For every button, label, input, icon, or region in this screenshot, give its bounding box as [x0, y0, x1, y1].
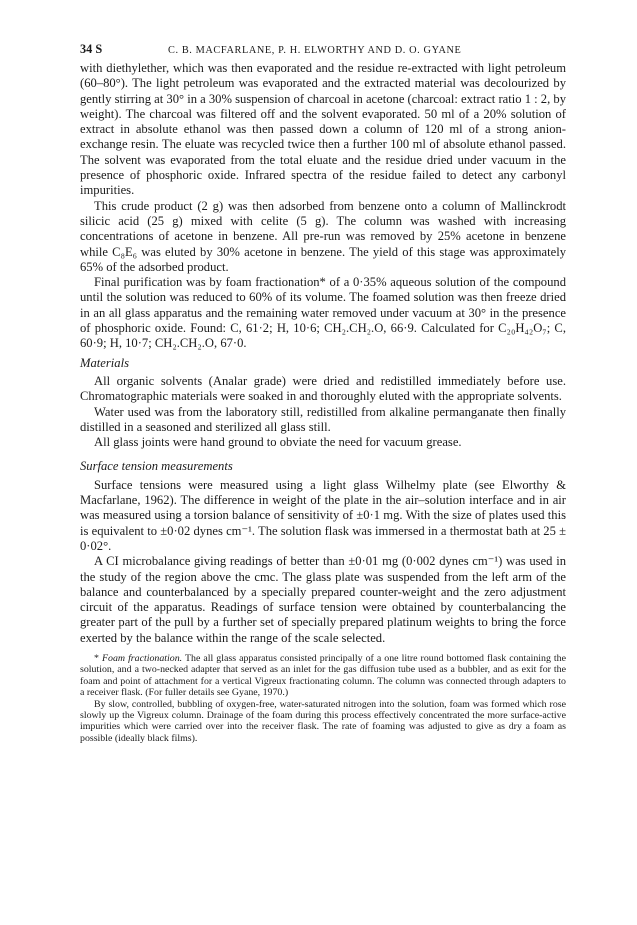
footnote	[80, 653, 566, 744]
body-paragraph: All glass joints were hand ground to obviate the need for vacuum grease.	[94, 435, 462, 450]
footnote-text: The all glass apparatus consisted principally of a one litre round bottomed flask containing the solution, and a two-necked adapter that served as an inlet for the gas diffusion tube used as a bubbler, and as exit for the foam and point of attachment for a vertical Vigreux fractionating column. The column was connected through adapters to a receiver flask. (For fuller details see Gyane, 1970.)	[80, 652, 566, 699]
page-number: 34 S	[80, 42, 103, 56]
body-paragraph: A CI microbalance giving readings of better than ±0·01 mg (0·002 dynes cm⁻¹) was used in the study of the region above the cmc. The glass plate was suspended from the left arm of the balance and counterbalanced by a specially prepared counter-weight and the zero adjustment circuit of the apparatus. Readings of surface tension were obtained by counterbalancing the greater part of the pull by a further set of specially prepared platinum weights to bring the force exerted by the balance within the range of the scale selected.	[80, 554, 566, 645]
footnote-marker: *	[94, 652, 102, 664]
footnote-paragraph	[80, 653, 566, 699]
section-heading-materials: Materials	[80, 355, 129, 370]
page-body	[80, 42, 566, 744]
footnote-paragraph: By slow, controlled, bubbling of oxygen-free, water-saturated nitrogen into the solution, foam was formed which rose slowly up the Vigreux column. Drainage of the foam during this process effectively concentrated the more surface-active impurities which were carried over into the receiver flask. The rate of foaming was adjusted to give as dry a foam as possible (ideally black films).	[80, 698, 566, 744]
body-paragraph: This crude product (2 g) was then adsorbed from benzene onto a column of Mallinckrodt silicic acid (25 g) mixed with celite (5 g). The column was washed with increasing concentrations of acetone in benzene. All pre-run was removed by 25% acetone in benzene while C₈E₆ was eluted by 30% acetone in benzene. The yield of this stage was approximately 65% of the adsorbed product.	[80, 198, 566, 274]
body-paragraph: Surface tensions were measured using a light glass Wilhelmy plate (see Elworthy & Macfarlane, 1962). The difference in weight of the plate in the air–solution interface and in air was measured using a torsion balance of sensitivity of ±0·1 mg. With the size of plates used this is equivalent to ±0·02 dynes cm⁻¹. The solution flask was immersed in a thermostat bath at 25 ± 0·02°.	[80, 477, 566, 553]
body-paragraph: with diethylether, which was then evaporated and the residue re-extracted with light petroleum (60–80°). The light petroleum was evaporated and the extracted material was decolourized by gently stirring at 30° in a 30% suspension of charcoal in acetone (charcoal: extract ratio 1 : 2, by weight). The charcoal was filtered off and the solvent evaporated. 50 ml of a 20% solution of extract in absolute ethanol was then passed down a column of 120 ml of a strong anion-exchange resin. The eluate was recycled twice then a further 100 ml of absolute ethanol passed. The solvent was evaporated from the total eluate and the residue dried under vacuum in the presence of phosphoric oxide. Infrared spectra of the residue failed to detect any carbonyl impurities.	[80, 61, 566, 198]
body-paragraph: All organic solvents (Analar grade) were dried and redistilled immediately before use. Chromatographic materials were soaked in and thoroughly eluted with the appropriate solvents.	[80, 373, 566, 404]
section-heading-surface-tension: Surface tension measurements	[80, 459, 233, 474]
footnote-title: Foam fractionation.	[101, 652, 183, 664]
body-paragraph: Final purification was by foam fractionation* of a 0·35% aqueous solution of the compound until the solution was reduced to 60% of its volume. The foamed solution was then freeze dried in an all glass apparatus and the remaining water removed under vacuum at 30° in the presence of phosphoric oxide. Found: C, 61·2; H, 10·6; CH₂.CH₂.O, 66·9. Calculated for C₂₀H₄₂O₇; C, 60·9; H, 10·7; CH₂.CH₂.O, 67·0.	[80, 275, 566, 351]
body-paragraph: Water used was from the laboratory still, redistilled from alkaline permanganate then finally distilled in a seasoned and sterilized all glass still.	[80, 404, 566, 434]
running-header	[80, 42, 566, 57]
running-head-authors: C. B. MACFARLANE, P. H. ELWORTHY AND D. O. GYANE	[168, 45, 462, 56]
